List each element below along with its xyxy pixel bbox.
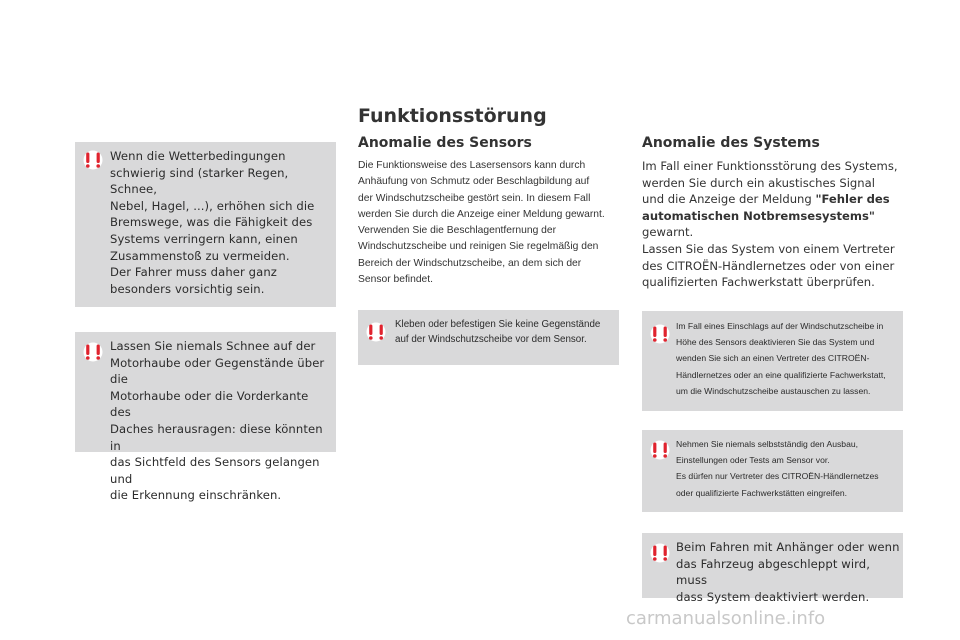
warning-text-weather: Wenn die Wetterbedingungen schwierig sind (starker Regen, Schnee, Nebel, Hagel, ...), erhöhen sich die Bremswege, was die Fähigkeit des Systems verringern kann, einen Zusammenstoß zu vermeiden. Der Fahrer muss daher ganz besonders vorsichtig sein. — [110, 149, 315, 296]
warning-box-snow — [75, 332, 336, 503]
warning-icon — [650, 324, 670, 344]
system-heading: Anomalie des Systems — [642, 135, 820, 151]
warning-text-trailer: Beim Fahren mit Anhänger oder wenn das Fahrzeug abgeschleppt wird, muss dass System deaktiviert werden. — [676, 540, 900, 604]
system-body-part-1: Im Fall einer Funktionsstörung des Systems, werden Sie durch ein akustisches Signal und die Anzeige der Meldung — [642, 159, 898, 207]
warning-icon — [650, 440, 670, 460]
system-body-part-2: gewarnt. Lassen Sie das System von einem Vertreter des CITROËN-Händlernetzes oder von einer qualifizierten Fachwerkstatt überprüfen. — [642, 225, 895, 290]
page-title: Funktionsstörung — [358, 105, 547, 127]
warning-icon — [83, 342, 103, 362]
warning-box-trailer — [642, 533, 903, 604]
system-message: "Fehler des automatischen Notbremsesystems" — [642, 192, 890, 223]
system-body — [642, 158, 904, 291]
warning-box-impact — [642, 311, 903, 411]
warning-box-removal — [642, 430, 903, 512]
warning-icon — [366, 322, 386, 342]
watermark: carmanualsonline.info — [626, 608, 826, 629]
sensor-body: Die Funktionsweise des Lasersensors kann durch Anhäufung von Schmutz oder Beschlagbildung auf der Windschutzscheibe gestört sein. In diesem Fall werden Sie durch die Anzeige einer Meldung gewarnt. Verwenden Sie die Beschlagentfernung der Windschutzscheibe und reinigen Sie regelmäßig den Bereich der Windschutzscheibe, an dem sich der Sensor befindet. — [358, 160, 605, 286]
warning-box-weather — [75, 142, 336, 307]
warning-text-sensor: Kleben oder befestigen Sie keine Gegenstände auf der Windschutzscheibe vor dem Sensor. — [395, 319, 601, 346]
warning-text-impact: Im Fall eines Einschlags auf der Windschutzscheibe in Höhe des Sensors deaktivieren Sie das System und wenden Sie sich an einen Vertreter des CITROËN- Händlernetzes oder an eine qualifizierte Fachwerkstatt, um die Windschutzscheibe austauschen zu lassen. — [676, 321, 886, 396]
warning-text-removal: Nehmen Sie niemals selbstständig den Ausbau, Einstellungen oder Tests am Sensor vor. Es dürfen nur Vertreter des CITROËN-Händlernetzes oder qualifizierte Fachwerkstätten eingreifen. — [676, 439, 879, 498]
warning-text-snow: Lassen Sie niemals Schnee auf der Motorhaube oder Gegenstände über die Motorhaube oder die Vorderkante des Daches herausragen: diese könnten in das Sichtfeld des Sensors gelangen und die Erkennung einschränken. — [110, 339, 325, 503]
warning-icon — [650, 543, 670, 563]
warning-box-sensor — [358, 310, 619, 365]
sensor-heading: Anomalie des Sensors — [358, 135, 532, 151]
warning-icon — [83, 150, 103, 170]
